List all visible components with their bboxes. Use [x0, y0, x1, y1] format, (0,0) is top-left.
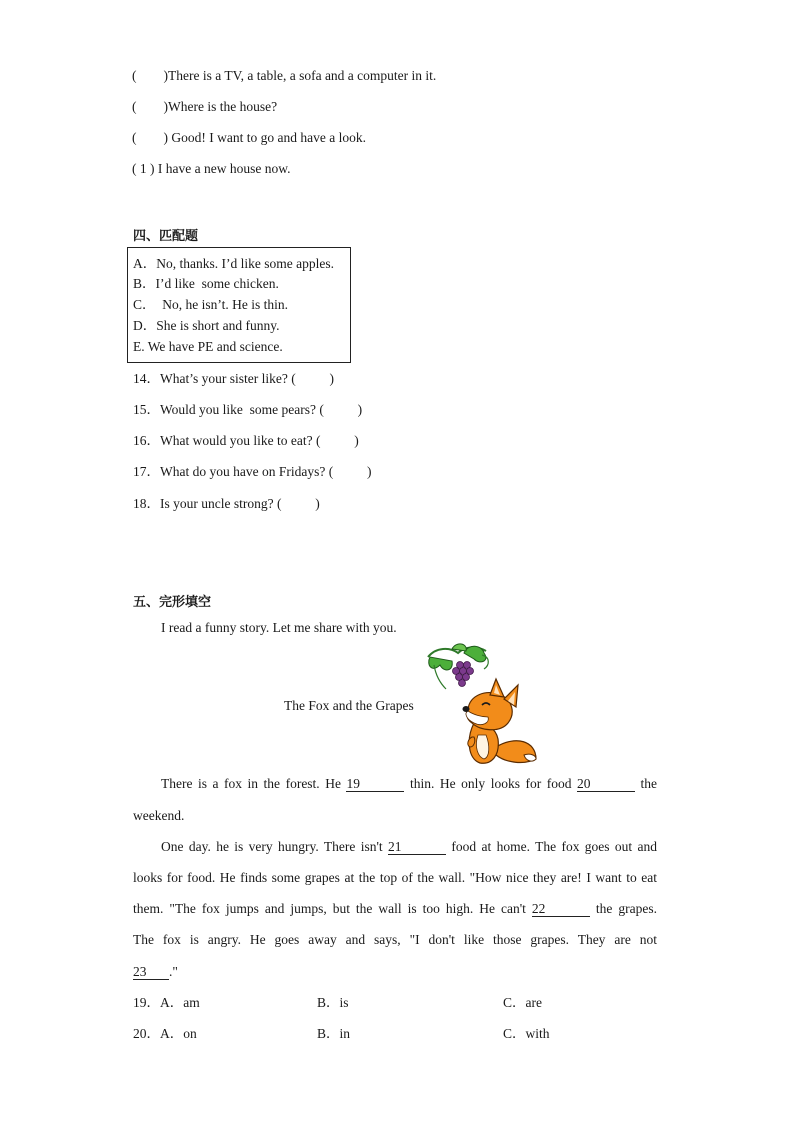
paragraph-2-line-4: The fox is angry. He goes away and says, "I don't like those grapes. They are not: [133, 932, 657, 947]
choice-19-c[interactable]: C．are: [503, 995, 542, 1010]
fox-icon: [463, 679, 537, 763]
choice-19-b[interactable]: B．is: [317, 995, 349, 1010]
story-title: The Fox and the Grapes: [284, 698, 414, 713]
fox-and-grapes-illustration: [424, 643, 538, 768]
order-line-3: [132, 129, 366, 147]
option-b: B．I’d like some chicken.: [133, 276, 279, 291]
section4-heading: 四、匹配题: [133, 229, 199, 244]
paragraph-1-line-1: There is a fox in the forest. He 19 thin. He only looks for food 20 the: [161, 776, 658, 791]
section5-heading: 五、完形填空: [133, 595, 212, 610]
question-18[interactable]: 18．Is your uncle strong? ( ): [133, 496, 320, 511]
order-text: I have a new house now.: [154, 161, 291, 176]
order-line-4: [132, 160, 290, 178]
paragraph-2-line-3: them. "The fox jumps and jumps, but the wall is too high. He can't 22 the grapes.: [133, 901, 658, 916]
blank-22[interactable]: 22: [532, 901, 590, 917]
question-16[interactable]: 16．What would you like to eat? ( ): [133, 433, 359, 448]
paragraph-2-line-1: One day. he is very hungry. There isn't 21 food at home. The fox goes out and: [161, 839, 658, 854]
option-d: D．She is short and funny.: [133, 318, 280, 333]
choice-20-c[interactable]: C．with: [503, 1026, 550, 1041]
answer-bracket: ( 1 ): [132, 161, 155, 176]
blank-21[interactable]: 21: [388, 839, 446, 855]
grape-bunch-icon: [453, 662, 474, 687]
answer-bracket[interactable]: ( ): [132, 99, 168, 114]
answer-bracket[interactable]: ( ): [132, 68, 168, 83]
order-text: There is a TV, a table, a sofa and a computer in it.: [168, 68, 437, 83]
paragraph-2-line-2: looks for food. He finds some grapes at the top of the wall. "How nice they are! I want to eat: [133, 870, 657, 885]
answer-bracket[interactable]: ( ): [132, 130, 168, 145]
question-15[interactable]: 15．Would you like some pears? ( ): [133, 402, 363, 417]
option-e: E. We have PE and science.: [133, 339, 283, 354]
option-a: A．No, thanks. I’d like some apples.: [133, 256, 334, 271]
story-intro: I read a funny story. Let me share with you.: [161, 620, 397, 635]
paragraph-1-line-2: weekend.: [133, 808, 185, 823]
choice-20-a[interactable]: 20．A．on: [133, 1026, 197, 1041]
order-line-2: [132, 98, 277, 116]
order-text: Good! I want to go and have a look.: [168, 130, 366, 145]
question-14[interactable]: 14．What’s your sister like? ( ): [133, 371, 334, 386]
blank-23[interactable]: 23: [133, 964, 169, 980]
question-17[interactable]: 17．What do you have on Fridays? ( ): [133, 464, 372, 479]
order-line-1: [132, 67, 436, 85]
blank-20[interactable]: 20: [577, 776, 635, 792]
option-c: C． No, he isn’t. He is thin.: [133, 297, 288, 312]
paragraph-2-line-5: 23 .": [133, 964, 178, 979]
choice-20-b[interactable]: B．in: [317, 1026, 351, 1041]
order-text: Where is the house?: [168, 99, 278, 114]
choice-19-a[interactable]: 19．A．am: [133, 995, 200, 1010]
blank-19[interactable]: 19: [346, 776, 404, 792]
